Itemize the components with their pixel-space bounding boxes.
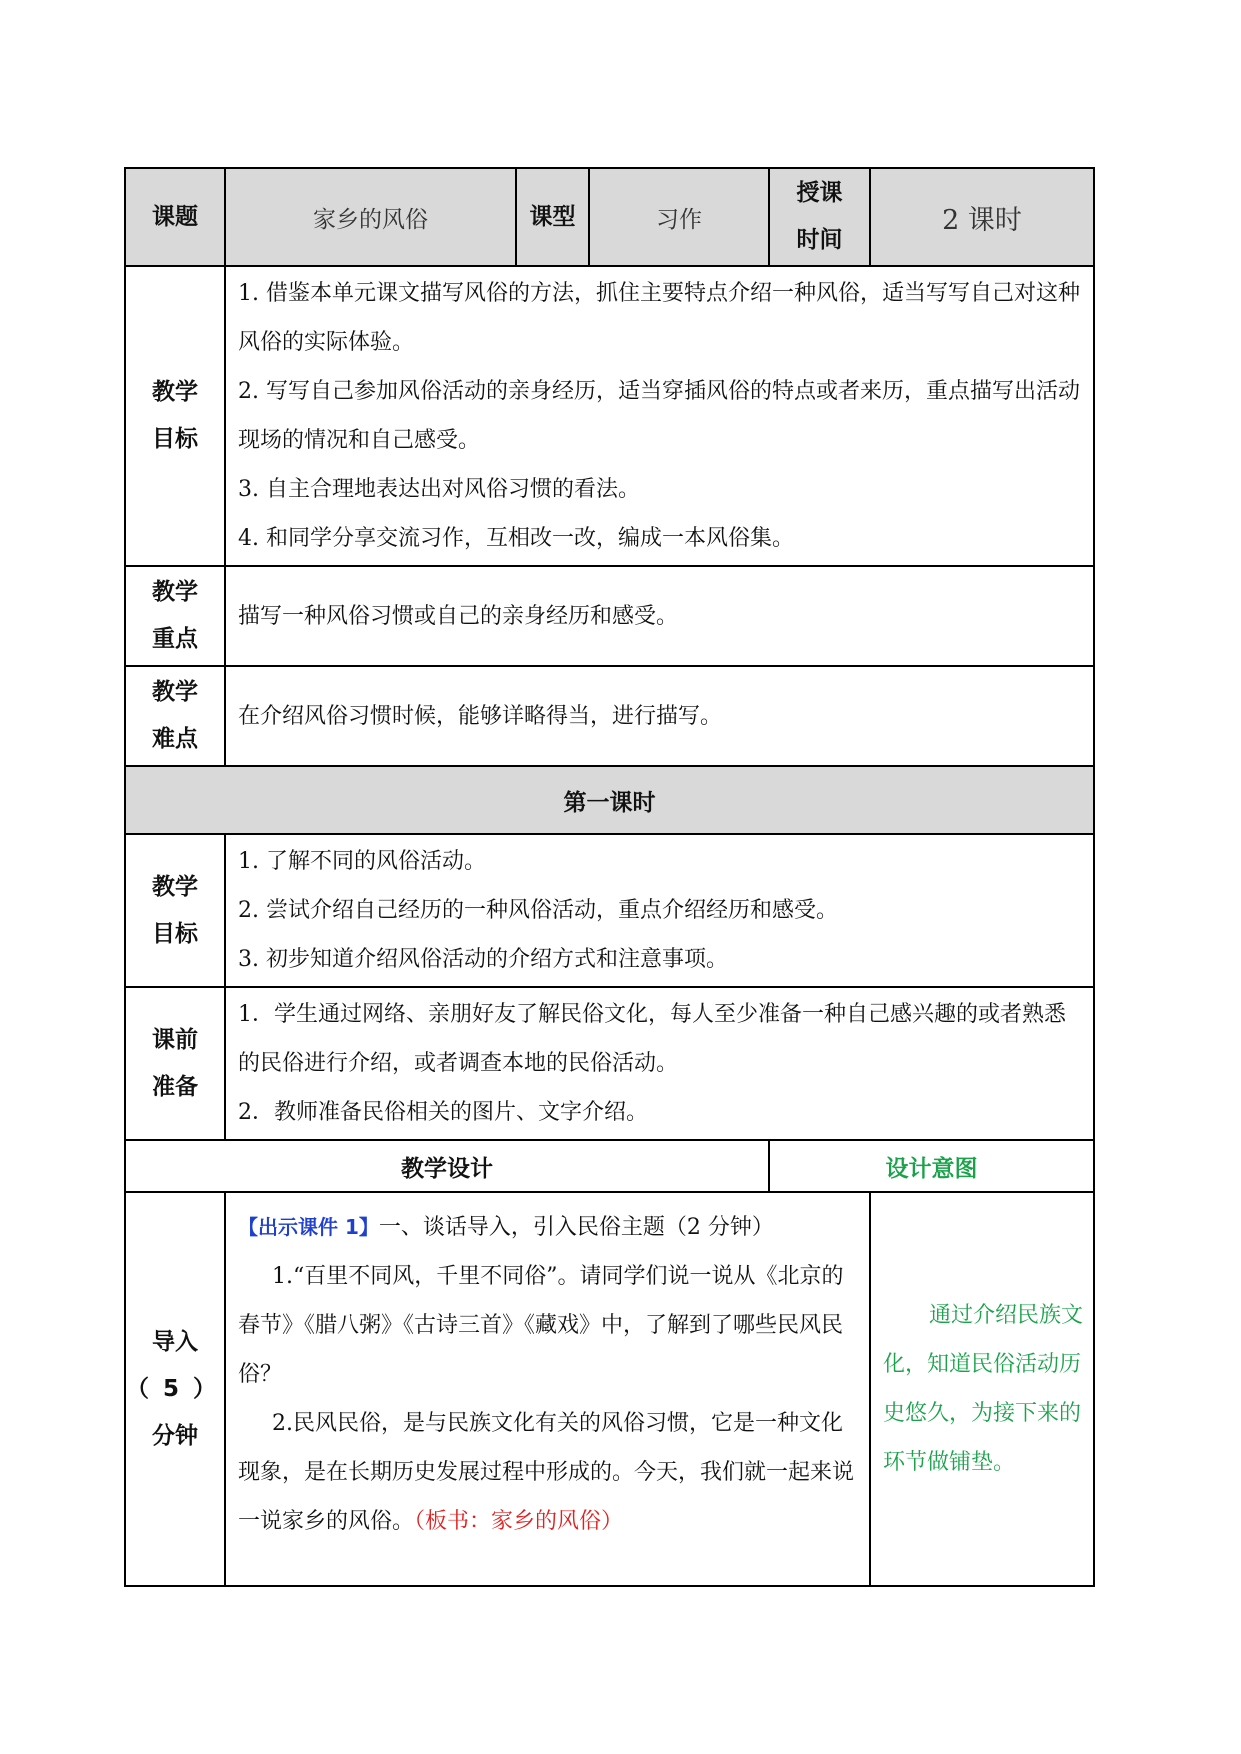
intro-row [125,1192,1094,1586]
intro-intent [870,1192,1094,1586]
board-note: （板书：家乡的风俗） [414,1509,624,1534]
prep-item: 1．学生通过网络、亲朋好友了解民俗文化，每人至少准备一种自己感兴趣的或者熟悉的民俗进行介绍，或者调查本地的民俗活动。 [238,1002,1066,1076]
intro-para-2-text: 2.民风民俗，是与民族文化有关的风俗习惯，它是一种文化现象，是在长期历史发展过程中形成的。今天，我们就一起来说一说家乡的风俗。 [238,1411,855,1534]
goal-item: 3. 自主合理地表达出对风俗习惯的看法。 [238,477,640,502]
lesson-goal-item: 2. 尝试介绍自己经历的一种风俗活动，重点介绍经历和感受。 [238,898,838,923]
lesson-goals-content [225,834,1094,987]
topic-value: 家乡的风俗 [225,168,516,266]
intro-para-1: 1.“百里不同风，千里不同俗”。请同学们说一说从《北京的春节》《腊八粥》《古诗三首》《藏戏》中，了解到了哪些民风民俗？ [238,1264,844,1387]
first-lesson-title: 第一课时 [125,766,1094,834]
key-points-text: 描写一种风俗习惯或自己的亲身经历和感受。 [225,566,1094,666]
topic-label: 课题 [125,168,225,266]
design-header: 教学设计 [125,1140,769,1192]
intro-intent-text: 通过介绍民族文化，知道民俗活动历史悠久，为接下来的环节做铺垫。 [883,1303,1084,1475]
goal-item: 1. 借鉴本单元课文描写风俗的方法，抓住主要特点介绍一种风俗，适当写写自己对这种风俗的实际体验。 [238,281,1080,355]
prep-content [225,987,1094,1140]
goals-row [125,266,1094,566]
intro-label: 导入 （5） 分钟 [125,1192,225,1586]
goals-label: 教学 目标 [125,266,225,566]
difficulties-text: 在介绍风俗习惯时候，能够详略得当，进行描写。 [225,666,1094,766]
courseware-tag: 【出示课件 1】 [238,1215,379,1239]
lesson-goal-item: 3. 初步知道介绍风俗活动的介绍方式和注意事项。 [238,947,728,972]
intent-header: 设计意图 [769,1140,1094,1192]
difficulties-row [125,666,1094,766]
key-points-row [125,566,1094,666]
prep-row [125,987,1094,1140]
key-points-label: 教学 重点 [125,566,225,666]
difficulties-label: 教学 难点 [125,666,225,766]
intro-heading [238,1203,863,1252]
goal-item: 4. 和同学分享交流习作，互相改一改，编成一本风俗集。 [238,526,794,551]
intro-heading-text: 一、谈话导入，引入民俗主题（2 分钟） [378,1215,774,1240]
lesson-goals-row [125,834,1094,987]
goal-item: 2. 写写自己参加风俗活动的亲身经历，适当穿插风俗的特点或者来历，重点描写出活动现场的情况和自己感受。 [238,379,1080,453]
prep-label: 课前 准备 [125,987,225,1140]
prep-item: 2．教师准备民俗相关的图片、文字介绍。 [238,1100,648,1125]
type-value: 习作 [589,168,769,266]
header-row [125,168,1094,266]
time-value: 2 课时 [870,168,1094,266]
lesson-goals-label: 教学 目标 [125,834,225,987]
intro-para-2 [238,1399,863,1546]
time-label: 授课 时间 [769,168,870,266]
first-lesson-row [125,766,1094,834]
design-header-row [125,1140,1094,1192]
type-label: 课型 [516,168,589,266]
goals-content [225,266,1094,566]
lesson-goal-item: 1. 了解不同的风俗活动。 [238,849,486,874]
lesson-plan-table [124,167,1095,1587]
intro-content [225,1192,870,1586]
